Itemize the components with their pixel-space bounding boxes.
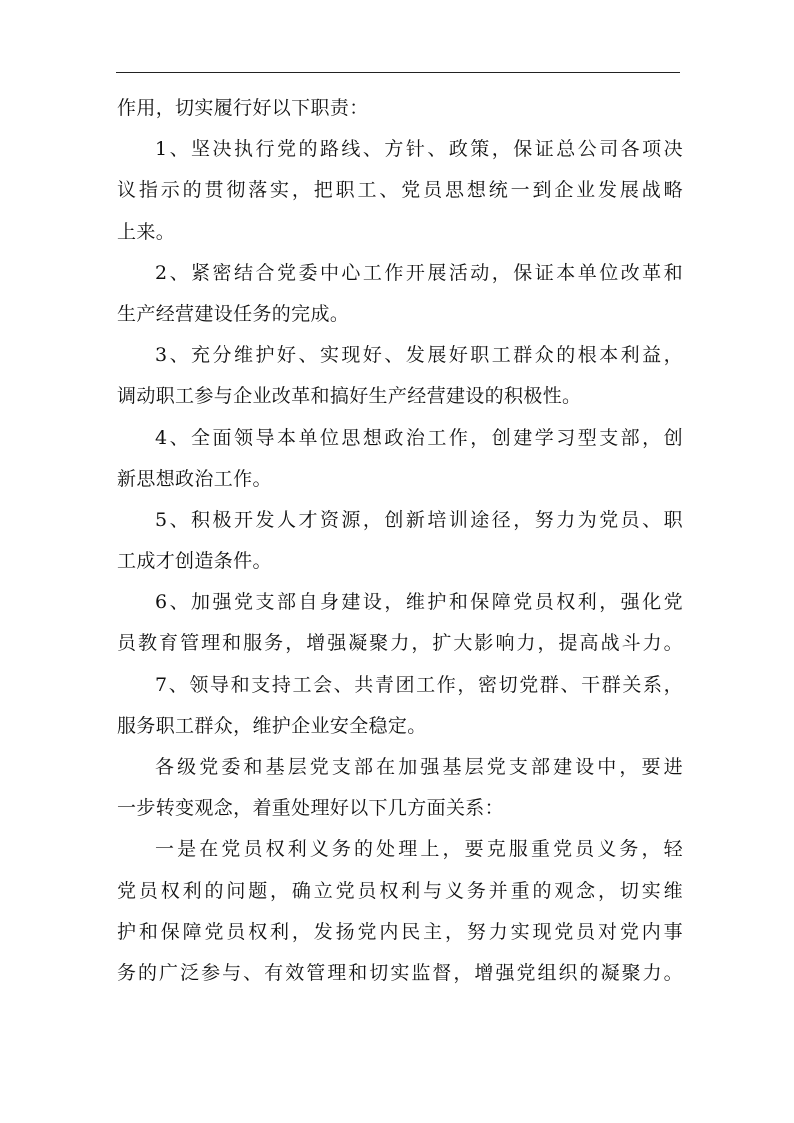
text-line: 护和保障党员权利，发扬党内民主，努力实现党员对党内事	[117, 920, 683, 943]
text-line: 作用，切实履行好以下职责：	[117, 97, 369, 119]
text-line: 新思想政治工作。	[117, 467, 272, 490]
text-line: 上来。	[117, 220, 176, 243]
text-line: 3、充分维护好、实现好、发展好职工群众的根本利益，	[155, 344, 683, 367]
document-body	[117, 88, 683, 994]
text-line: 7、领导和支持工会、共青团工作，密切党群、干群关系，	[155, 673, 683, 696]
text-line: 5、积极开发人才资源，创新培训途径，努力为党员、职	[155, 508, 683, 531]
text-line: 生产经营建设任务的完成。	[117, 302, 350, 325]
text-line: 员教育管理和服务，增强凝聚力，扩大影响力，提高战斗力。	[117, 632, 683, 655]
text-line: 4、全面领导本单位思想政治工作，创建学习型支部，创	[155, 426, 683, 449]
text-line: 服务职工群众，维护企业安全稳定。	[117, 714, 427, 737]
text-line: 一步转变观念，着重处理好以下几方面关系：	[117, 797, 505, 820]
text-line: 议指示的贯彻落实，把职工、党员思想统一到企业发展战略	[117, 179, 683, 202]
text-line: 各级党委和基层党支部在加强基层党支部建设中，要进	[155, 756, 683, 778]
text-line: 6、加强党支部自身建设，维护和保障党员权利，强化党	[155, 591, 683, 614]
text-line: 一是在党员权利义务的处理上，要克服重党员义务，轻	[155, 838, 683, 861]
text-line: 务的广泛参与、有效管理和切实监督，增强党组织的凝聚力。	[117, 961, 683, 984]
text-line: 调动职工参与企业改革和搞好生产经营建设的积极性。	[117, 385, 582, 408]
header-rule	[116, 72, 680, 73]
text-line: 党员权利的问题，确立党员权利与义务并重的观念，切实维	[117, 879, 683, 902]
text-line: 工成才创造条件。	[117, 550, 272, 573]
text-line: 1、坚决执行党的路线、方针、政策，保证总公司各项决	[155, 138, 683, 161]
text-line: 2、紧密结合党委中心工作开展活动，保证本单位改革和	[155, 261, 683, 284]
